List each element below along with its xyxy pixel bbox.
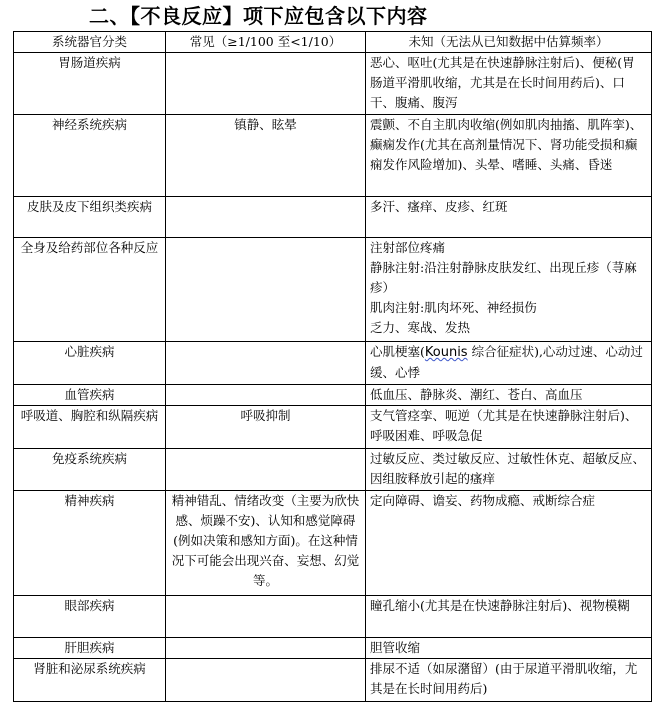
common-cell	[166, 238, 366, 342]
table-row	[14, 53, 652, 115]
section-heading: 二、【不良反应】项下应包含以下内容	[89, 4, 428, 28]
unknown-cell	[366, 491, 652, 596]
unknown-line: 过敏反应、类过敏反应、过敏性休克、超敏反应、因组胺释放引起的瘙痒	[370, 451, 646, 486]
unknown-line: 瞳孔缩小(尤其是在快速静脉注射后)、视物模糊	[370, 598, 630, 613]
common-cell	[166, 53, 366, 115]
common-cell	[166, 385, 366, 406]
organ-class-cell: 全身及给药部位各种反应	[14, 238, 166, 342]
unknown-line: 恶心、呕吐(尤其是在快速静脉注射后)、便秘(胃肠道平滑肌收缩，尤其是在长时间用药后)、口干、腹痛、腹泻	[370, 55, 635, 110]
unknown-cell	[366, 115, 652, 197]
adverse-reactions-table	[13, 31, 652, 702]
organ-class-cell: 皮肤及皮下组织类疾病	[14, 197, 166, 238]
common-cell	[166, 659, 366, 702]
table-row	[14, 491, 652, 596]
unknown-line: 注射部位疼痛	[370, 240, 446, 255]
common-cell: 精神错乱、情绪改变（主要为欣快感、烦躁不安)、认知和感觉障碍(例如决策和感知方面)。在这种情况下可能会出现兴奋、妄想、幻觉等。	[166, 491, 366, 596]
table-row	[14, 406, 652, 449]
common-cell	[166, 596, 366, 638]
header-unknown-frequency: 未知（无法从已知数据中估算频率）	[366, 32, 652, 53]
header-organ-class: 系统器官分类	[14, 32, 166, 53]
common-cell	[166, 342, 366, 385]
organ-class-cell: 眼部疾病	[14, 596, 166, 638]
unknown-text: 心肌梗塞(	[370, 344, 425, 359]
table-row	[14, 385, 652, 406]
unknown-text: 综合征症状),心动过速、心动过缓、心悸	[370, 344, 643, 380]
unknown-line: 多汗、瘙痒、皮疹、红斑	[370, 199, 508, 214]
unknown-cell	[366, 596, 652, 638]
table-row	[14, 238, 652, 342]
kounis-term: Kounis	[424, 345, 468, 360]
unknown-cell	[366, 238, 652, 342]
organ-class-cell: 肾脏和泌尿系统疾病	[14, 659, 166, 702]
common-cell	[166, 197, 366, 238]
table-row	[14, 596, 652, 638]
unknown-line: 胆管收缩	[370, 640, 421, 655]
unknown-cell	[366, 342, 652, 385]
header-common-frequency: 常见（≥1/100 至<1/10）	[166, 32, 366, 53]
organ-class-cell: 肝胆疾病	[14, 638, 166, 659]
organ-class-cell: 免疫系统疾病	[14, 449, 166, 491]
organ-class-cell: 呼吸道、胸腔和纵隔疾病	[14, 406, 166, 449]
organ-class-cell: 神经系统疾病	[14, 115, 166, 197]
common-cell: 呼吸抑制	[166, 406, 366, 449]
table-row	[14, 449, 652, 491]
organ-class-cell: 心脏疾病	[14, 342, 166, 385]
unknown-line: 乏力、寒战、发热	[370, 320, 471, 335]
unknown-cell	[366, 197, 652, 238]
unknown-cell	[366, 406, 652, 449]
organ-class-cell: 血管疾病	[14, 385, 166, 406]
organ-class-cell: 胃肠道疾病	[14, 53, 166, 115]
table-row	[14, 197, 652, 238]
unknown-line: 低血压、静脉炎、潮红、苍白、高血压	[370, 387, 583, 402]
unknown-cell	[366, 385, 652, 406]
unknown-cell	[366, 53, 652, 115]
unknown-cell	[366, 449, 652, 491]
unknown-line: 定向障碍、谵妄、药物成瘾、戒断综合症	[370, 493, 596, 508]
unknown-line: 支气管痉挛、呃逆（尤其是在快速静脉注射后)、呼吸困难、呼吸急促	[370, 408, 638, 443]
unknown-line: 震颤、不自主肌肉收缩(例如肌肉抽搐、肌阵挛)、癫痫发作(尤其在高剂量情况下、肾功能受损和癫痫发作风险增加)、头晕、嗜睡、头痛、昏迷	[370, 117, 643, 172]
table-header-row	[14, 32, 652, 53]
common-cell: 镇静、眩晕	[166, 115, 366, 197]
table-row	[14, 638, 652, 659]
unknown-line: 排尿不适（如尿潴留）(由于尿道平滑肌收缩，尤其是在长时间用药后)	[370, 661, 638, 696]
unknown-cell	[366, 638, 652, 659]
table-row	[14, 342, 652, 385]
unknown-line: 静脉注射:沿注射静脉皮肤发红、出现丘疹（荨麻疹）	[370, 260, 637, 295]
unknown-cell	[366, 659, 652, 702]
unknown-line: 肌肉注射:肌肉坏死、神经损伤	[370, 300, 537, 315]
organ-class-cell: 精神疾病	[14, 491, 166, 596]
common-cell	[166, 449, 366, 491]
table-row	[14, 115, 652, 197]
common-cell	[166, 638, 366, 659]
table-row	[14, 659, 652, 702]
